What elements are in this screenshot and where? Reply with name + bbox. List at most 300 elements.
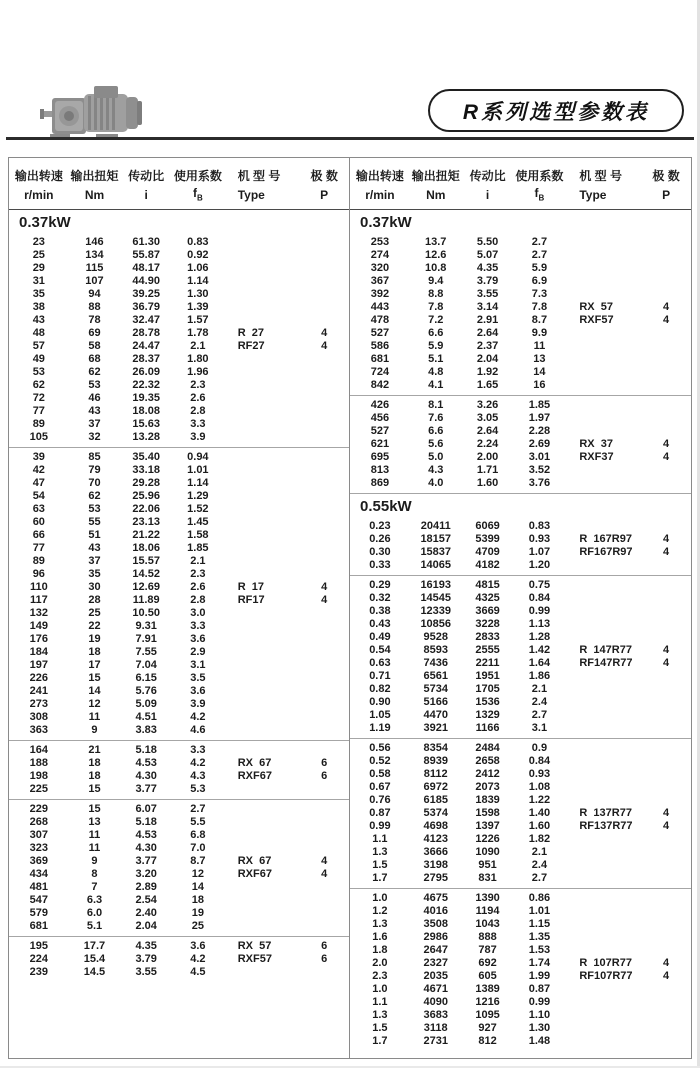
ratio-block xyxy=(9,936,349,982)
cell-fb: 3.76 xyxy=(528,477,551,489)
cell-rmin: 579 xyxy=(29,907,48,919)
table-row xyxy=(9,353,349,366)
cell-i: 19.35 xyxy=(132,392,160,404)
table-row xyxy=(350,327,691,340)
cell-rmin: 195 xyxy=(29,940,48,952)
cell-i: 48.17 xyxy=(132,262,160,274)
cell-i: 2658 xyxy=(475,755,500,767)
table-row xyxy=(9,516,349,529)
cell-fb: 5.5 xyxy=(190,816,206,828)
table-row xyxy=(9,757,349,770)
cell-rmin: 66 xyxy=(32,529,45,541)
cell-nm: 12 xyxy=(88,698,101,710)
cell-type: RXF57 xyxy=(237,953,272,965)
cell-nm: 6.0 xyxy=(86,907,103,919)
cell-fb: 0.84 xyxy=(528,755,551,767)
cell-fb: 3.6 xyxy=(190,940,206,952)
cell-nm: 134 xyxy=(85,249,104,261)
header-unit-nm: Nm xyxy=(426,187,446,202)
table-row xyxy=(9,379,349,392)
table-row xyxy=(350,451,691,464)
cell-fb: 1.07 xyxy=(528,546,551,558)
cell-i: 605 xyxy=(478,970,497,982)
header-unit-type: Type xyxy=(237,187,265,202)
table-row xyxy=(9,392,349,405)
cell-p: 4 xyxy=(321,868,328,880)
cell-nm: 13.7 xyxy=(425,236,447,248)
cell-fb: 1.10 xyxy=(528,1009,551,1021)
cell-i: 1705 xyxy=(475,683,500,695)
cell-rmin: 274 xyxy=(370,249,390,261)
cell-i: 22.06 xyxy=(132,503,160,515)
table-row xyxy=(9,855,349,868)
cell-i: 61.30 xyxy=(132,236,160,248)
gearmotor-photo xyxy=(38,84,156,151)
cell-p: 4 xyxy=(663,314,670,326)
cell-nm: 8 xyxy=(91,868,98,880)
cell-i: 55.87 xyxy=(132,249,160,261)
cell-fb: 1.35 xyxy=(528,931,551,943)
cell-nm: 8939 xyxy=(423,755,448,767)
table-row xyxy=(9,431,349,444)
cell-nm: 146 xyxy=(85,236,104,248)
cell-rmin: 0.58 xyxy=(369,768,391,780)
cell-rmin: 0.67 xyxy=(369,781,391,793)
cell-fb: 1.80 xyxy=(187,353,209,365)
cell-fb: 6.9 xyxy=(531,275,548,287)
cell-rmin: 869 xyxy=(370,477,390,489)
cell-i: 5.18 xyxy=(135,816,157,828)
header-col-rmin: 输出转速 xyxy=(355,168,404,183)
cell-nm: 18 xyxy=(88,646,101,658)
cell-fb: 3.3 xyxy=(190,620,206,632)
selection-table xyxy=(8,157,692,1059)
cell-fb: 1.28 xyxy=(528,631,551,643)
table-row xyxy=(350,464,691,477)
table-row xyxy=(9,262,349,275)
table-row xyxy=(350,559,691,572)
cell-fb: 1.30 xyxy=(528,1022,551,1034)
cell-fb: 12 xyxy=(191,868,204,880)
cell-nm: 12.6 xyxy=(425,249,447,261)
cell-rmin: 49 xyxy=(32,353,45,365)
cell-rmin: 241 xyxy=(29,685,48,697)
cell-fb: 19 xyxy=(191,907,204,919)
cell-rmin: 273 xyxy=(29,698,48,710)
power-rating-label: 0.55kW xyxy=(360,498,412,515)
cell-rmin: 1.05 xyxy=(369,709,391,721)
cell-nm: 17 xyxy=(88,659,101,671)
cell-rmin: 2.3 xyxy=(372,970,388,982)
table-row xyxy=(350,546,691,559)
cell-nm: 4470 xyxy=(423,709,448,721)
cell-rmin: 320 xyxy=(370,262,390,274)
cell-rmin: 0.29 xyxy=(369,579,391,591)
cell-i: 4182 xyxy=(475,559,500,571)
cell-p: 4 xyxy=(663,807,670,819)
cell-i: 927 xyxy=(478,1022,497,1034)
cell-fb: 1.42 xyxy=(528,644,551,656)
cell-rmin: 225 xyxy=(29,783,48,795)
table-row xyxy=(9,366,349,379)
cell-rmin: 226 xyxy=(29,672,48,684)
cell-fb: 2.1 xyxy=(531,683,548,695)
cell-nm: 13 xyxy=(88,816,101,828)
cell-fb: 3.52 xyxy=(528,464,551,476)
cell-i: 1043 xyxy=(475,918,500,930)
cell-i: 1216 xyxy=(475,996,500,1008)
cell-nm: 15 xyxy=(88,783,101,795)
table-row xyxy=(9,711,349,724)
table-row xyxy=(9,477,349,490)
cell-nm: 5374 xyxy=(423,807,448,819)
cell-i: 23.13 xyxy=(132,516,160,528)
cell-rmin: 308 xyxy=(29,711,48,723)
cell-nm: 85 xyxy=(88,451,101,463)
cell-type: R 27 xyxy=(237,327,264,339)
cell-nm: 3118 xyxy=(423,1022,448,1034)
table-row xyxy=(9,340,349,353)
cell-i: 3.79 xyxy=(135,953,157,965)
power-section xyxy=(9,210,349,982)
cell-i: 1095 xyxy=(475,1009,500,1021)
table-row xyxy=(350,412,691,425)
cell-i: 3669 xyxy=(475,605,500,617)
cell-fb: 7.8 xyxy=(531,301,548,313)
header-unit-rmin: r/min xyxy=(24,187,54,202)
power-rating-label: 0.37kW xyxy=(360,214,412,231)
table-row xyxy=(9,685,349,698)
header-col-p: 极 数 xyxy=(652,168,680,183)
cell-fb: 2.28 xyxy=(528,425,551,437)
cell-i: 2555 xyxy=(475,644,500,656)
cell-rmin: 224 xyxy=(29,953,48,965)
cell-rmin: 0.38 xyxy=(369,605,391,617)
cell-fb: 4.3 xyxy=(190,770,206,782)
cell-fb: 2.1 xyxy=(190,340,206,352)
cell-rmin: 367 xyxy=(370,275,390,287)
cell-rmin: 842 xyxy=(370,379,390,391)
cell-fb: 1.53 xyxy=(528,944,551,956)
cell-i: 3.79 xyxy=(476,275,499,287)
cell-fb: 2.1 xyxy=(531,846,548,858)
cell-fb: 0.86 xyxy=(528,892,551,904)
cell-i: 1329 xyxy=(475,709,500,721)
cell-rmin: 268 xyxy=(29,816,48,828)
table-row xyxy=(350,722,691,735)
cell-i: 5399 xyxy=(475,533,500,545)
cell-nm: 4016 xyxy=(423,905,448,917)
cell-rmin: 0.87 xyxy=(369,807,391,819)
cell-nm: 8.8 xyxy=(428,288,444,300)
cell-fb: 1.82 xyxy=(528,833,551,845)
cell-nm: 18 xyxy=(88,757,101,769)
cell-nm: 6.6 xyxy=(428,425,444,437)
cell-i: 2.89 xyxy=(135,881,157,893)
table-row xyxy=(9,698,349,711)
table-row xyxy=(350,781,691,794)
power-section xyxy=(350,210,691,493)
cell-fb: 2.7 xyxy=(190,803,206,815)
cell-type: RF17 xyxy=(237,594,265,606)
cell-p: 4 xyxy=(663,438,670,450)
table-row xyxy=(350,1035,691,1048)
cell-i: 4815 xyxy=(475,579,500,591)
table-row xyxy=(350,957,691,970)
cell-nm: 46 xyxy=(88,392,101,404)
cell-rmin: 110 xyxy=(29,581,48,593)
cell-i: 3.83 xyxy=(135,724,157,736)
cell-i: 4.30 xyxy=(135,770,157,782)
cell-rmin: 229 xyxy=(29,803,48,815)
cell-rmin: 42 xyxy=(32,464,45,476)
cell-rmin: 1.7 xyxy=(372,872,388,884)
cell-nm: 3666 xyxy=(423,846,448,858)
table-row xyxy=(350,592,691,605)
cell-i: 2.91 xyxy=(476,314,499,326)
header-unit-p: P xyxy=(662,187,671,202)
cell-fb: 3.5 xyxy=(190,672,206,684)
cell-nm: 15.4 xyxy=(83,953,106,965)
cell-nm: 115 xyxy=(85,262,104,274)
cell-nm: 37 xyxy=(88,555,101,567)
cell-i: 39.25 xyxy=(132,288,160,300)
cell-i: 6.15 xyxy=(135,672,157,684)
table-row xyxy=(9,327,349,340)
cell-i: 1.71 xyxy=(476,464,499,476)
header-col-rmin: 输出转速 xyxy=(14,168,63,183)
cell-nm: 25 xyxy=(88,607,101,619)
cell-rmin: 35 xyxy=(32,288,45,300)
cell-rmin: 149 xyxy=(29,620,48,632)
cell-i: 11.89 xyxy=(132,594,160,606)
table-row xyxy=(350,340,691,353)
cell-p: 4 xyxy=(663,301,670,313)
cell-nm: 21 xyxy=(88,744,101,756)
cell-rmin: 72 xyxy=(32,392,45,404)
table-row xyxy=(9,405,349,418)
divider-rule xyxy=(6,137,694,140)
cell-rmin: 53 xyxy=(32,366,45,378)
cell-i: 3.05 xyxy=(476,412,499,424)
cell-fb: 0.87 xyxy=(528,983,551,995)
table-row xyxy=(350,353,691,366)
cell-i: 4.35 xyxy=(135,940,157,952)
cell-rmin: 1.3 xyxy=(372,918,388,930)
cell-nm: 51 xyxy=(88,529,101,541)
cell-type: RX 57 xyxy=(237,940,272,952)
cell-i: 2.24 xyxy=(476,438,499,450)
header-unit-rmin: r/min xyxy=(365,187,395,202)
cell-rmin: 25 xyxy=(32,249,45,261)
cell-fb: 0.93 xyxy=(528,768,551,780)
table-row xyxy=(350,644,691,657)
header-col-nm: 输出扭矩 xyxy=(411,168,460,183)
cell-fb: 3.1 xyxy=(531,722,548,734)
cell-nm: 14065 xyxy=(420,559,452,571)
cell-nm: 7.2 xyxy=(428,314,444,326)
table-row xyxy=(9,724,349,737)
table-row xyxy=(9,940,349,953)
table-row xyxy=(350,918,691,931)
cell-nm: 8.1 xyxy=(428,399,444,411)
table-row xyxy=(9,490,349,503)
cell-i: 2.04 xyxy=(476,353,499,365)
ratio-block xyxy=(9,447,349,740)
cell-rmin: 77 xyxy=(32,542,45,554)
cell-rmin: 0.23 xyxy=(369,520,391,532)
cell-i: 18.08 xyxy=(132,405,160,417)
table-row xyxy=(350,618,691,631)
cell-fb: 1.30 xyxy=(187,288,209,300)
cell-nm: 4.8 xyxy=(428,366,444,378)
cell-i: 4.53 xyxy=(135,757,157,769)
cell-nm: 32 xyxy=(88,431,101,443)
cell-fb: 7.3 xyxy=(531,288,548,300)
cell-rmin: 57 xyxy=(32,340,45,352)
cell-fb: 2.7 xyxy=(531,872,548,884)
header-unit-type: Type xyxy=(579,187,607,202)
table-row xyxy=(350,631,691,644)
cell-rmin: 0.26 xyxy=(369,533,391,545)
cell-i: 15.63 xyxy=(132,418,160,430)
cell-nm: 62 xyxy=(88,490,101,502)
cell-nm: 14545 xyxy=(420,592,452,604)
table-row xyxy=(9,868,349,881)
cell-rmin: 54 xyxy=(32,490,45,502)
cell-i: 1390 xyxy=(475,892,500,904)
cell-fb: 1.57 xyxy=(187,314,209,326)
cell-fb: 1.58 xyxy=(187,529,209,541)
cell-rmin: 0.56 xyxy=(369,742,391,754)
table-row xyxy=(350,425,691,438)
cell-nm: 5.6 xyxy=(428,438,444,450)
table-row xyxy=(9,288,349,301)
cell-nm: 11 xyxy=(88,842,101,854)
cell-nm: 9 xyxy=(91,724,98,736)
cell-fb: 13 xyxy=(533,353,546,365)
header-col-type: 机 型 号 xyxy=(579,168,623,183)
cell-fb: 14 xyxy=(533,366,546,378)
cell-fb: 1.64 xyxy=(528,657,551,669)
table-row xyxy=(350,1009,691,1022)
cell-rmin: 0.90 xyxy=(369,696,391,708)
cell-nm: 4090 xyxy=(423,996,448,1008)
table-row xyxy=(350,892,691,905)
cell-rmin: 0.99 xyxy=(369,820,391,832)
table-row xyxy=(9,920,349,933)
cell-i: 1194 xyxy=(475,905,500,917)
power-rating-label: 0.37kW xyxy=(19,214,71,231)
table-row xyxy=(9,581,349,594)
cell-fb: 1.60 xyxy=(528,820,551,832)
cell-i: 2.64 xyxy=(476,327,499,339)
cell-rmin: 0.71 xyxy=(369,670,391,682)
cell-fb: 14 xyxy=(191,881,204,893)
table-row xyxy=(350,314,691,327)
cell-nm: 2986 xyxy=(423,931,448,943)
cell-i: 2073 xyxy=(475,781,500,793)
cell-fb: 1.15 xyxy=(528,918,551,930)
cell-type: R 107R77 xyxy=(579,957,632,969)
cell-nm: 7.6 xyxy=(428,412,444,424)
table-header xyxy=(350,158,691,210)
cell-fb: 0.9 xyxy=(531,742,548,754)
cell-nm: 7 xyxy=(91,881,98,893)
cell-rmin: 1.1 xyxy=(372,833,388,845)
cell-type: RXF37 xyxy=(579,451,614,463)
cell-i: 831 xyxy=(478,872,497,884)
cell-nm: 62 xyxy=(88,366,101,378)
table-row xyxy=(9,464,349,477)
cell-nm: 2647 xyxy=(423,944,448,956)
table-row xyxy=(350,970,691,983)
cell-fb: 1.14 xyxy=(187,477,209,489)
cell-nm: 55 xyxy=(88,516,101,528)
cell-p: 4 xyxy=(663,451,670,463)
cell-rmin: 0.49 xyxy=(369,631,391,643)
cell-i: 4709 xyxy=(475,546,500,558)
cell-rmin: 1.0 xyxy=(372,892,388,904)
cell-type: RXF57 xyxy=(579,314,614,326)
cell-type: RF137R77 xyxy=(579,820,633,832)
table-row xyxy=(9,881,349,894)
cell-i: 5.07 xyxy=(476,249,499,261)
cell-fb: 1.86 xyxy=(528,670,551,682)
cell-nm: 16193 xyxy=(420,579,452,591)
cell-nm: 28 xyxy=(88,594,101,606)
table-row xyxy=(350,366,691,379)
table-row xyxy=(350,996,691,1009)
table-row xyxy=(350,709,691,722)
cell-i: 2.04 xyxy=(135,920,157,932)
cell-rmin: 434 xyxy=(29,868,48,880)
cell-fb: 2.3 xyxy=(190,379,206,391)
cell-fb: 2.7 xyxy=(531,236,548,248)
cell-nm: 69 xyxy=(88,327,101,339)
cell-nm: 35 xyxy=(88,568,101,580)
cell-nm: 5.9 xyxy=(428,340,444,352)
cell-fb: 4.2 xyxy=(190,953,206,965)
cell-nm: 5.0 xyxy=(428,451,444,463)
table-row xyxy=(350,236,691,249)
cell-fb: 1.97 xyxy=(528,412,551,424)
cell-rmin: 681 xyxy=(370,353,390,365)
table-row xyxy=(9,770,349,783)
table-row xyxy=(350,399,691,412)
cell-nm: 68 xyxy=(88,353,101,365)
cell-i: 1536 xyxy=(475,696,500,708)
cell-nm: 3508 xyxy=(423,918,448,930)
table-row xyxy=(9,542,349,555)
cell-i: 4.30 xyxy=(135,842,157,854)
cell-fb: 1.74 xyxy=(528,957,551,969)
cell-type: RX 57 xyxy=(579,301,613,313)
table-column-left xyxy=(9,158,350,1058)
cell-rmin: 0.33 xyxy=(369,559,391,571)
cell-rmin: 89 xyxy=(32,418,45,430)
cell-rmin: 1.7 xyxy=(372,1035,388,1047)
header-col-i: 传动比 xyxy=(469,168,506,183)
cell-nm: 19 xyxy=(88,633,101,645)
cell-fb: 1.99 xyxy=(528,970,551,982)
cell-fb: 4.5 xyxy=(190,966,206,978)
cell-type: RXF67 xyxy=(237,868,272,880)
cell-i: 3228 xyxy=(475,618,500,630)
cell-nm: 18 xyxy=(88,770,101,782)
cell-type: R 17 xyxy=(237,581,264,593)
ratio-block xyxy=(350,233,691,395)
